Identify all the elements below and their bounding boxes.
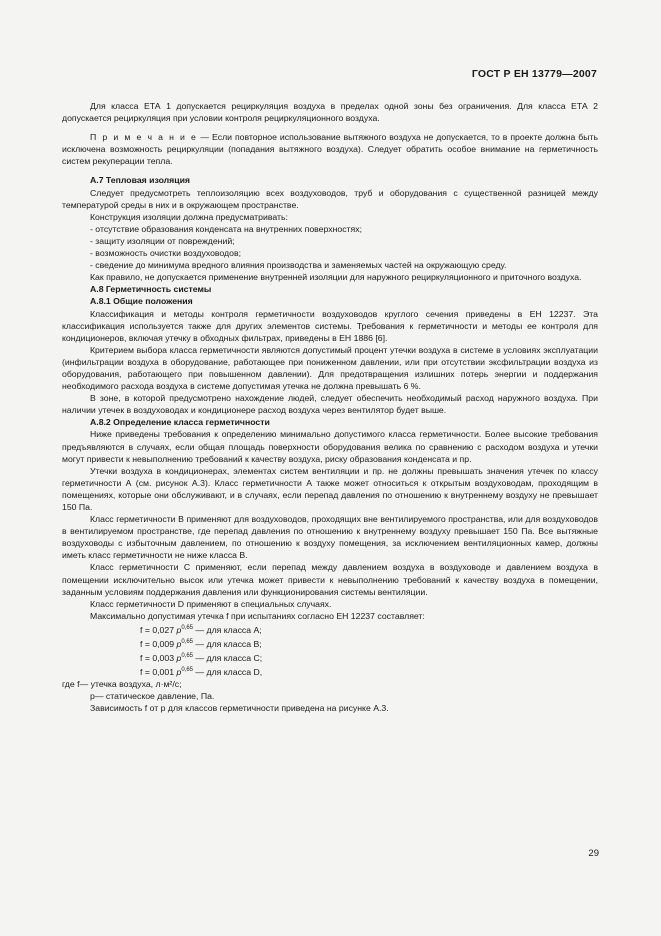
formula-line <box>62 622 598 636</box>
formula-rhs: — для класса D, <box>193 666 263 677</box>
formula-rhs: — для класса А; <box>193 624 262 635</box>
paragraph: - сведение до минимума вредного влияния производства и заменяемых частей на окружающую среду. <box>90 260 507 271</box>
paragraph: Ниже приведены требования к определению минимально допустимого класса герметичности. Более высокие требования предъявляются в случаях, если общая площадь поверхности оборудования велика по сравнению с расходом воздуха и утечки могут привести к невыполнению требований к качеству воздуха, риску образования конденсата и пр. <box>62 429 598 464</box>
formula-line <box>62 636 598 650</box>
paragraph: - отсутствие образования конденсата на внутренних поверхностях; <box>90 223 363 234</box>
paragraph: p— статическое давление, Па. <box>90 690 215 701</box>
paragraph: Следует предусмотреть теплоизоляцию всех воздуховодов, труб и оборудования с существенной разницей между температурой среды в них и в окружающем пространстве. <box>62 187 598 210</box>
section-heading: А.8 Герметичность системы <box>90 284 212 295</box>
document-body <box>62 100 598 714</box>
formula-lhs: f = 0,001 <box>140 666 177 677</box>
formula-lhs: f = 0,009 <box>140 638 177 649</box>
paragraph <box>62 131 598 167</box>
formula-variable: p <box>176 638 182 649</box>
paragraph: В зоне, в которой предусмотрено нахождение людей, следует обеспечить необходимый расход наружного воздуха. При наличии утечек в воздуховодах и кондиционере расход воздуха через вентилятор будет выше. <box>62 393 598 416</box>
paragraph: Утечки воздуха в кондиционерах, элементах систем вентиляции и пр. не должны превышать значения утечек по классу герметичности А (см. рисунок А.3). Класс герметичности А также может относиться к открытым воздуховодам, проходящим в помещениях, которые они обслуживают, и в случаях, если перепад давления по отношению к внутреннему воздуху не превышает 150 Па. <box>62 465 598 512</box>
formula-exponent: 0,65 <box>181 666 193 673</box>
paragraph: Классификация и методы контроля герметичности воздуховодов круглого сечения приведены в ЕН 12237. Эта классификация используется также для других элементов системы. Требования к герметичности и методы ее контроля для кондиционеров, включая утечку в обходных фильтрах, приведены в ЕН 1886 [6]. <box>62 308 598 343</box>
paragraph: - возможность очистки воздуховодов; <box>90 248 241 259</box>
paragraph: Класс герметичности С применяют, если перепад между давлением воздуха в воздуховоде и давлением воздуха в помещении исключительно высок или утечка может привести к невыполнению требований к качеству воздуха в помещении, заданным условиям поддержания давления или функционирования системы вентиляции. <box>62 562 598 597</box>
formula-exponent: 0,65 <box>181 638 193 645</box>
paragraph: Как правило, не допускается применение внутренней изоляции для наружного рециркуляционного и приточного воздуха. <box>90 272 582 283</box>
formula-exponent: 0,65 <box>181 652 193 659</box>
paragraph: Класс герметичности D применяют в специальных случаях. <box>90 598 332 609</box>
section-heading: А.7 Тепловая изоляция <box>90 175 191 186</box>
formulas <box>62 622 598 678</box>
paragraph: где f— утечка воздуха, л·м²/с; <box>62 678 182 689</box>
formula-line <box>62 650 598 664</box>
section-heading: А.8.1 Общие положения <box>90 296 193 307</box>
section-heading: А.8.2 Определение класса герметичности <box>90 417 270 428</box>
paragraph: Максимально допустимая утечка f при испытаниях согласно ЕН 12237 составляет: <box>90 610 425 621</box>
formula-variable: p <box>176 624 182 635</box>
note-text: — Если повторное использование вытяжного воздуха не допускается, то в проекте должна быть исключена возможность рециркуляции (попадания вытяжного воздуха). Следует обратить особое внимание на герметичность систем рекуперации тепла. <box>62 132 599 167</box>
formula-rhs: — для класса В; <box>193 638 262 649</box>
paragraphs <box>62 100 598 622</box>
paragraph: - защиту изоляции от повреждений; <box>90 235 235 246</box>
document-header: ГОСТ Р ЕН 13779—2007 <box>471 68 597 80</box>
paragraph: Зависимость f от p для классов герметичности приведена на рисунке А.3. <box>90 703 389 714</box>
formula-lhs: f = 0,003 <box>140 652 177 663</box>
note-label: П р и м е ч а н и е <box>90 132 198 143</box>
formula-line <box>62 664 598 678</box>
paragraph: Конструкция изоляции должна предусматривать: <box>90 211 288 222</box>
page-number: 29 <box>588 848 599 859</box>
formula-variable: p <box>176 666 182 677</box>
paragraph: Для класса ЕТА 1 допускается рециркуляция воздуха в пределах одной зоны без ограничения. Для класса ЕТА 2 допускается рециркуляция при условии контроля рециркуляционного воздуха. <box>62 101 598 124</box>
paragraph: Класс герметичности В применяют для воздуховодов, проходящих вне вентилируемого пространства, или для воздуховодов в вентилируемом пространстве, где перепад давления по отношению к внутреннему воздуху превышает 150 Па. Все вытяжные воздуховоды с избыточным давлением, по отношению к воздуху помещения, за исключением вентиляционных камер, должны иметь класс герметичности не ниже класса В. <box>62 514 598 561</box>
formula-legend <box>62 678 598 714</box>
formula-lhs: f = 0,027 <box>140 624 177 635</box>
formula-rhs: — для класса С; <box>193 652 263 663</box>
formula-variable: p <box>176 652 182 663</box>
paragraph: Критерием выбора класса герметичности являются допустимый процент утечки воздуха в системе в условиях эксплуатации (инфильтрации воздуха в оборудование, работающее при пониженном давлении, или при отсутствии эксфильтрации воздуха из оборудования, работающего при повышенном давлении). Для предотвращения излишних потерь энергии и поддержания необходимого расхода воздуха в системе допустимая утечка не должна превышать 6 %. <box>62 344 598 392</box>
formula-exponent: 0,65 <box>181 624 193 631</box>
